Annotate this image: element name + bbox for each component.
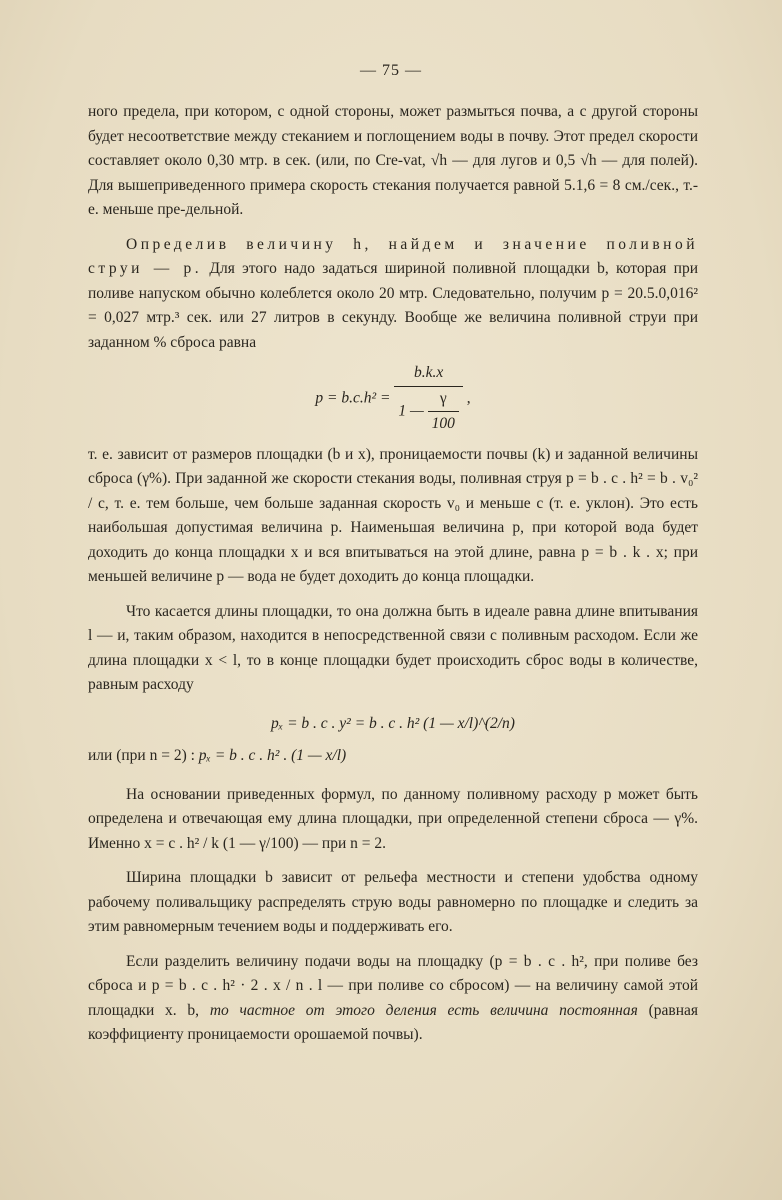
formula-2	[88, 712, 698, 737]
paragraph-6: Ширина площадки b зависит от рельефа местности и степени удобства одному рабочему поливальщику распределять струю воды равномерно по площадке и следить за этим равномерным течением воды и поддерживать его.	[88, 869, 698, 935]
paragraph-7	[88, 950, 698, 1048]
formula-1-inner-num: γ	[428, 387, 459, 413]
formula-1-inner-fraction	[428, 387, 459, 437]
paragraph-2-rest: Для этого надо задаться шириной поливной площадки b, которая при поливе напуском обычно колеблется около 20 мтр. Следовательно, получим p = 20.5.0,016² = 0,027 мтр.³ сек. или 27 литров в секунду. Вообще же величина поливной струи при заданном % сброса равна	[88, 260, 698, 351]
body-text	[88, 100, 698, 1048]
formula-1-left: p = b.c.h² =	[315, 389, 391, 407]
formula-1-tail: ,	[466, 389, 471, 407]
paragraph-1: ного предела, при котором, с одной стороны, может размыться почва, а с другой стороны будет несоответствие между стеканием и поглощением воды в почву. Этот предел скорости составляет около 0,30 мтр. в сек. (или, по Cre-vat, √h — для лугов и 0,5 √h — для полей). Для вышеприведенного примера скорость стекания получается равной 5.1,6 = 8 см./сек., т.-е. меньше пре-дельной.	[88, 103, 698, 218]
spaced-emphasis: Определив величину h, найдем и значение поливной струи — p.	[88, 235, 698, 277]
formula-3-prefix: или (при n = 2) :	[88, 747, 195, 764]
formula-3-text: pₓ = b . c . h² . (1 — x/l)	[198, 747, 347, 764]
formula-1-fraction	[394, 361, 463, 437]
formula-1-inner-den: 100	[431, 415, 455, 432]
formula-1-denominator	[394, 387, 463, 437]
formula-2-text: pₓ = b . c . y² = b . c . h² (1 — x/l)^(2/n)	[271, 714, 515, 732]
paragraph-4: Что касается длины площадки, то она должна быть в идеале равна длине впитывания l — и, таким образом, находится в непосредственной связи с поливным расходом. Если же длина площадки x < l, то в конце площадки будет происходить сброс воды в количестве, равным расходу	[88, 602, 698, 693]
page-number: — 75 —	[360, 62, 422, 79]
paragraph-7-start: Если разделить величину подачи воды на площадку (p = b . c . h², при поливе без сброса и p = b . c . h² · 2 . x / n . l — при поливе со сбросом) — на величину самой этой площадки x. b,	[88, 952, 698, 1019]
paragraph-2	[88, 233, 698, 356]
formula-1-den-prefix: 1 —	[398, 402, 424, 420]
paragraph-7-end: (равная коэффициенту проницаемости орошаемой почвы).	[88, 1001, 698, 1043]
paragraph-5: На основании приведенных формул, по данному поливному расходу p может быть определена и отвечающая ему длина площадки, при определенной степени сброса — γ%. Именно x = c . h² / k (1 — γ/100) — при n = 2.	[88, 785, 698, 852]
paragraph-3: т. е. зависит от размеров площадки (b и x), проницаемости почвы (k) и заданной величины сброса (γ%). При заданной же скорости стекания воды, поливная струя p = b . c . h² = b . v₀² / c, т. е. тем больше, чем больше заданная скорость v₀ и меньше c (т. е. уклон). Это есть наибольшая допустимая величина p. Наименьшая величина p, при которой вода будет доходить до конца площадки x и вся впитываться на этой длине, равна p = b . k . x; при меньшей величине p — вода не будет доходить до конца площадки.	[88, 445, 698, 585]
formula-1-numerator: b.k.x	[394, 361, 463, 387]
formula-3-line	[88, 744, 698, 769]
formula-1	[88, 361, 698, 437]
paragraph-7-italic: то частное от этого деления есть величина постоянная	[209, 1001, 638, 1019]
